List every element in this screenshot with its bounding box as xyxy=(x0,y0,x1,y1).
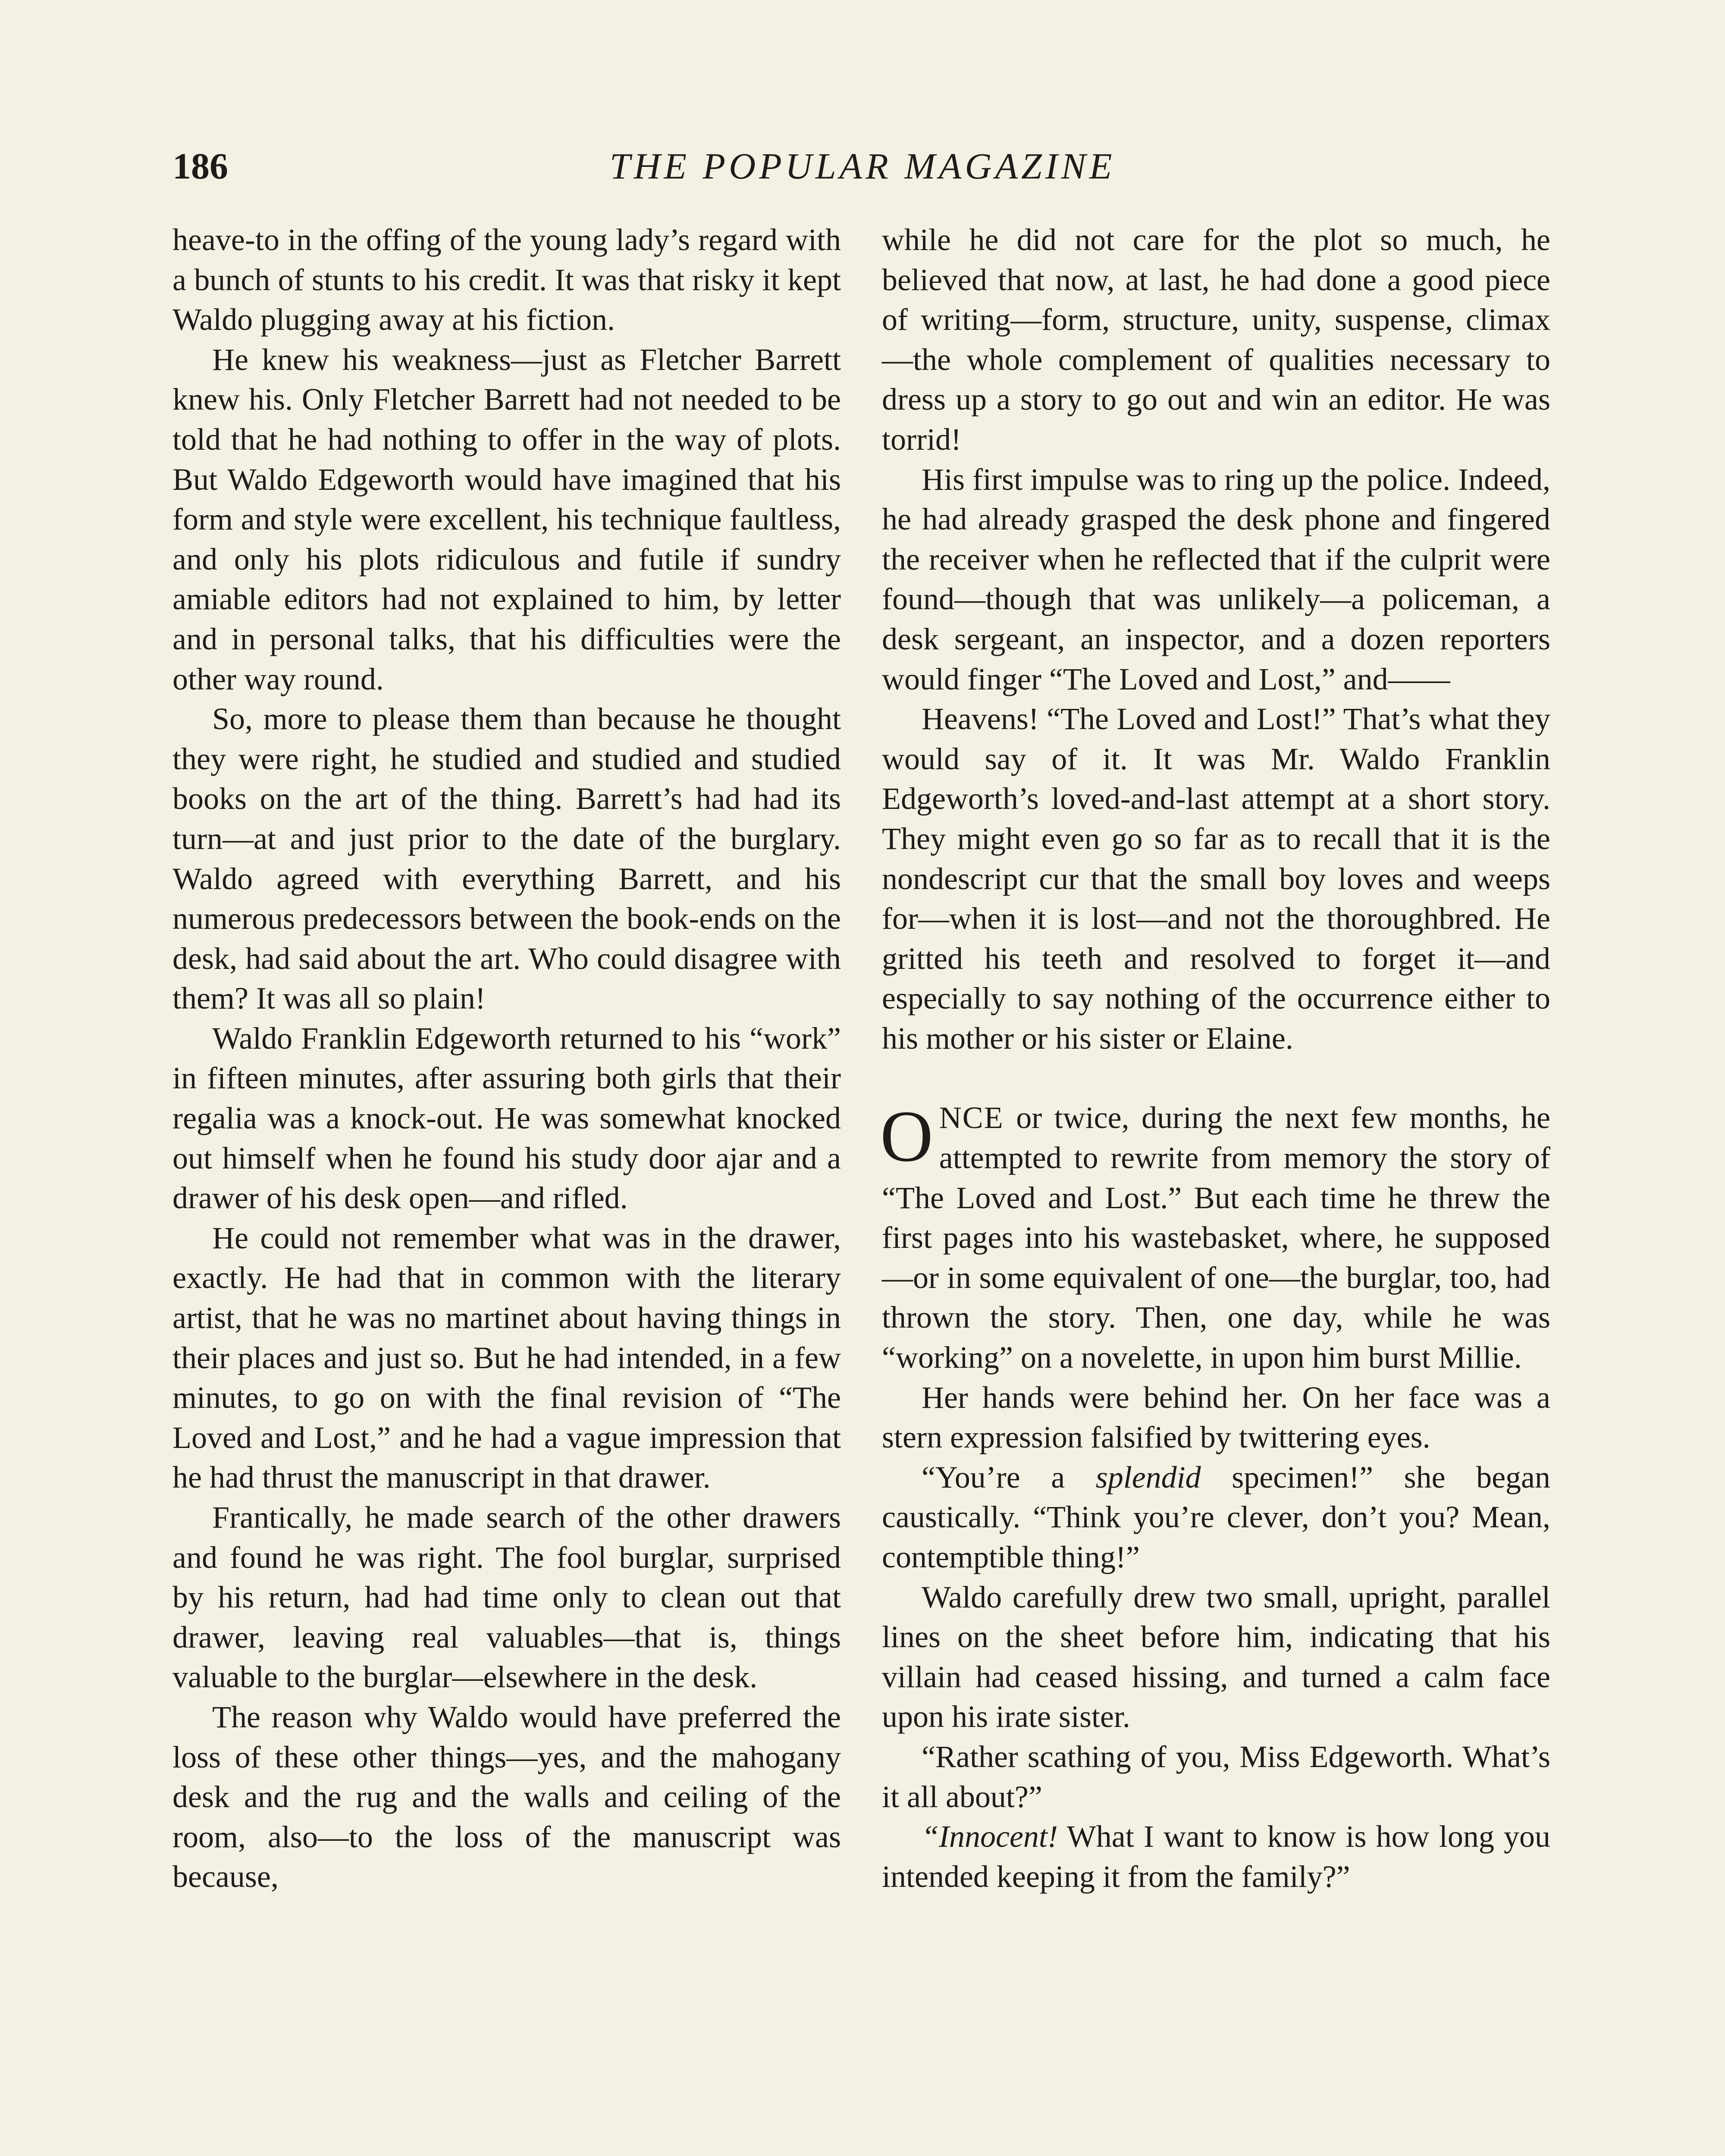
paragraph: heave-to in the offing of the young lady’s regard with a bunch of stunts to his credit. It was that risky it kept Waldo plugging away at his fiction. xyxy=(172,222,841,337)
running-title: THE POPULAR MAGAZINE xyxy=(609,145,1116,187)
paragraph-text: “You’re a xyxy=(922,1460,1096,1495)
section-break xyxy=(882,1058,1550,1098)
paragraph: His first impulse was to ring up the police. Indeed, he had already grasped the desk phone and fingered the receiver when he reflected that if the culprit were found—though that was unlikely—a policeman, a desk sergeant, an inspector, and a dozen reporters would finger “The Loved and Lost,” and—— xyxy=(882,462,1550,696)
page-number: 186 xyxy=(172,145,228,187)
paragraph: Heavens! “The Loved and Lost!” That’s what they would say of it. It was Mr. Waldo Franklin Edgeworth’s loved-and-last attempt at a short story. They might even go so far as to recall that it is the nondescript cur that the small boy loves and weeps for—when it is lost—and not the thoroughbred. He gritted his teeth and resolved to forget it—and especially to say nothing of the occurrence either to his mother or his sister or Elaine. xyxy=(882,702,1550,1056)
emphasis-text: splendid xyxy=(1095,1460,1201,1495)
paragraph xyxy=(882,1817,1550,1896)
paragraph: He could not remember what was in the drawer, exactly. He had that in common with the literary artist, that he was no martinet about having things in their places and just so. But he had intended, in a few minutes, to go on with the final revision of “The Loved and Lost,” and he had a vague impression that he had thrust the manuscript in that drawer. xyxy=(172,1220,841,1495)
paragraph: while he did not care for the plot so much, he believed that now, at last, he had done a good piece of writing—form, structure, unity, suspense, climax—the whole complement of qualities necessary to dress up a story to go out and win an editor. He was torrid! xyxy=(882,222,1550,457)
paragraph: “Rather scathing of you, Miss Edgeworth. What’s it all about?” xyxy=(882,1739,1550,1814)
paragraph-text: specimen!” she began caustically. “Think you’re clever, don’t you? Mean, contemptible thing!” xyxy=(882,1460,1550,1574)
paragraph: The reason why Waldo would have preferred the loss of these other things—yes, and the mahogany desk and the rug and the walls and ceiling of the room, also—to the loss of the manuscript was because, xyxy=(172,1699,841,1894)
emphasis-text: “Innocent! xyxy=(922,1819,1058,1854)
paragraph: Waldo Franklin Edgeworth returned to his “work” in fifteen minutes, after assuring both girls that their regalia was a knock-out. He was somewhat knocked out himself when he found his study door ajar and a drawer of his desk open—and rifled. xyxy=(172,1021,841,1216)
page-header xyxy=(172,138,1552,194)
small-caps-lead: NCE xyxy=(939,1100,1004,1135)
paragraph-text: or twice, during the next few months, he attempted to rewrite from memory the story of “The Loved and Lost.” But each time he threw the first pages into his wastebasket, where, he supposed—or in some equivalent of one—the burglar, too, had thrown the story. Then, one day, while he was “working” on a novelette, in upon him burst Millie. xyxy=(882,1100,1550,1375)
paragraph-text: What I want to know is how long you intended keeping it from the family?” xyxy=(882,1819,1550,1894)
left-column xyxy=(172,220,841,1897)
drop-cap: O xyxy=(880,1096,933,1177)
paragraph xyxy=(882,1457,1550,1577)
right-column xyxy=(882,220,1550,1896)
paragraph: He knew his weakness—just as Fletcher Barrett knew his. Only Fletcher Barrett had not needed to be told that he had nothing to offer in the way of plots. But Waldo Edgeworth would have imagined that his form and style were excellent, his technique faultless, and only his plots ridiculous and futile if sundry amiable editors had not explained to him, by letter and in personal talks, that his difficulties were the other way round. xyxy=(172,342,841,696)
paragraph: So, more to please them than because he thought they were right, he studied and studied and studied books on the art of the thing. Barrett’s had had its turn—at and just prior to the date of the burglary. Waldo agreed with everything Barrett, and his numerous predecessors between the book-ends on the desk, had said about the art. Who could disagree with them? It was all so plain! xyxy=(172,702,841,1016)
paragraph: Frantically, he made search of the other drawers and found he was right. The fool burglar, surprised by his return, had had time only to clean out that drawer, leaving real valuables—that is, things valuable to the burglar—elsewhere in the desk. xyxy=(172,1500,841,1695)
paragraph-dropcap xyxy=(882,1098,1550,1377)
paragraph: Her hands were behind her. On her face was a stern expression falsified by twittering eyes. xyxy=(882,1380,1550,1455)
paragraph: Waldo carefully drew two small, upright, parallel lines on the sheet before him, indicating that his villain had ceased hissing, and turned a calm face upon his irate sister. xyxy=(882,1579,1550,1734)
